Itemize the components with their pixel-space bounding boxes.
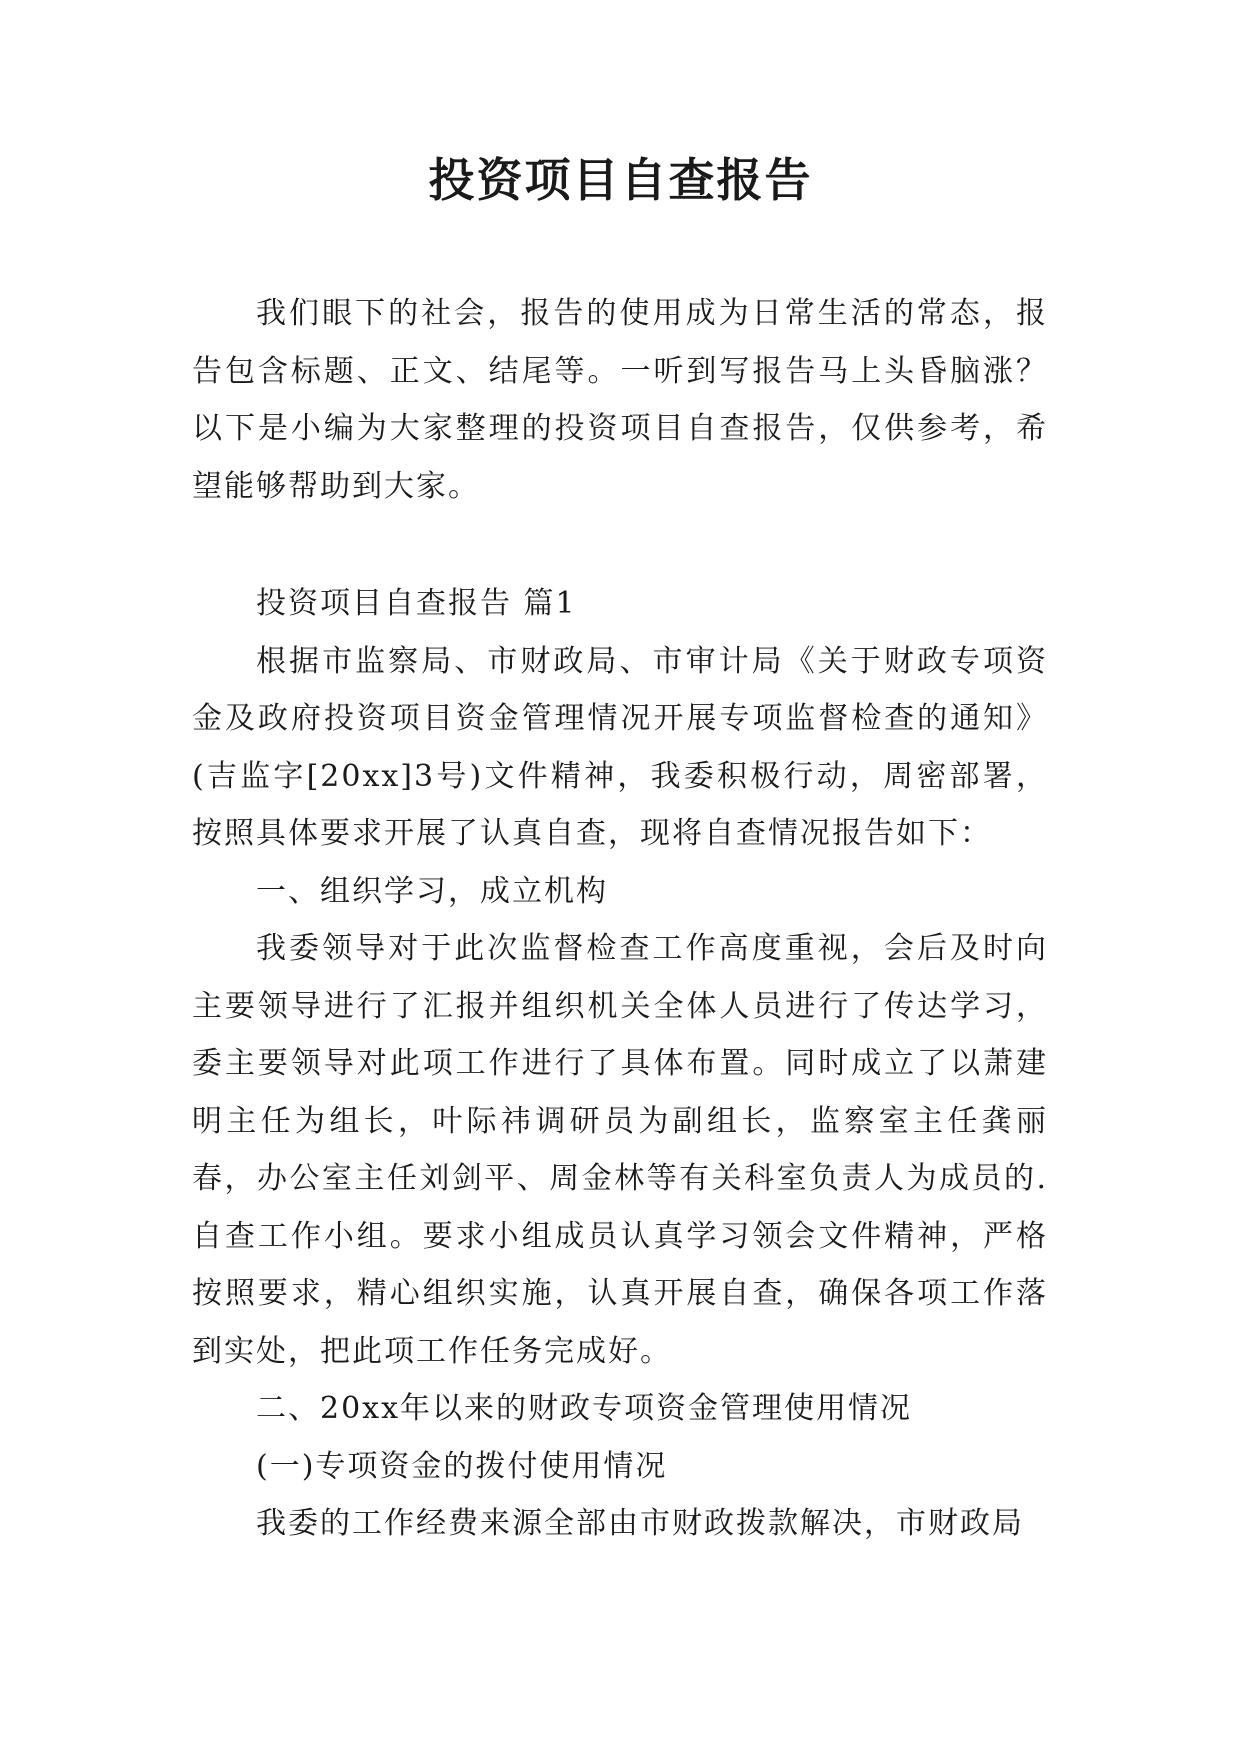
body-paragraph: 根据市监察局、市财政局、市审计局《关于财政专项资金及政府投资项目资金管理情况开展专项监督检查的通知》(吉监字[20xx]3号)文件精神，我委积极行动，周密部署，按照具体要求开展了认真自查，现将自查情况报告如下： <box>192 643 1048 851</box>
section-heading-1: 一、组织学习，成立机构 <box>256 873 608 909</box>
report-body <box>192 575 1048 1553</box>
intro-paragraph: 我们眼下的社会，报告的使用成为日常生活的常态，报告包含标题、正文、结尾等。一听到写报告马上头昏脑涨？以下是小编为大家整理的投资项目自查报告，仅供参考，希望能够帮助到大家。 <box>192 296 1048 504</box>
body-paragraph: 我委领导对于此次监督检查工作高度重视，会后及时向主要领导进行了汇报并组织机关全体人员进行了传达学习，委主要领导对此项工作进行了具体布置。同时成立了以萧建明主任为组长，叶际祎调研员为副组长，监察室主任龚丽春，办公室主任刘剑平、周金林等有关科室负责人为成员的.自查工作小组。要求小组成员认真学习领会文件精神，严格按照要求，精心组织实施，认真开展自查，确保各项工作落到实处，把此项工作任务完成好。 <box>192 931 1048 1369</box>
body-paragraph: 我委的工作经费来源全部由市财政拨款解决，市财政局 <box>256 1506 1024 1541</box>
subsection-heading-1: (一)专项资金的拨付使用情况 <box>256 1448 668 1484</box>
section-heading-part-1: 投资项目自查报告 篇1 <box>256 586 577 621</box>
document-title: 投资项目自查报告 <box>428 153 813 207</box>
section-heading-2: 二、20xx年以来的财政专项资金管理使用情况 <box>256 1391 913 1426</box>
intro-section <box>192 285 1048 515</box>
